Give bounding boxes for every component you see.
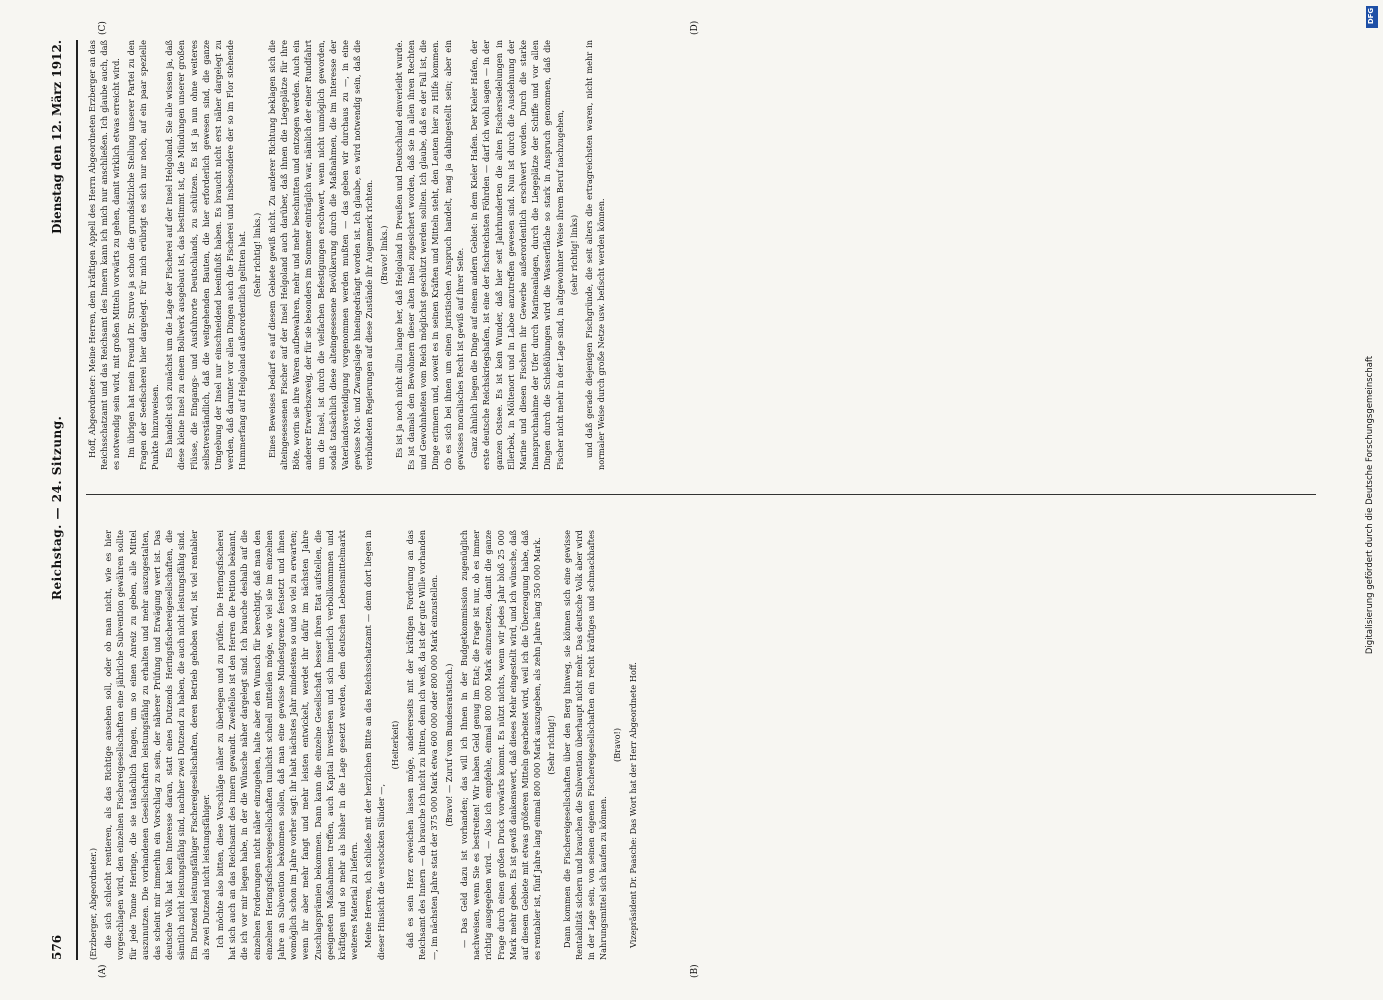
- interjection: (Bravo!): [612, 727, 623, 763]
- dfg-logo: DFG: [1366, 6, 1378, 28]
- interjection: (sehr richtig! links): [568, 214, 579, 296]
- page-number: 576: [50, 934, 64, 960]
- column-divider: [86, 494, 1316, 495]
- paragraph: Ganz ähnlich liegen die Dinge auf einem andern Gebiet: in dem Kieler Hafen. Der Kieler Hafen, der erste deutsche Reichskriegshafen, ist eine der fischreichsten Föhrden — darf ich wohl sagen — in der ganzen Ostsee. Es ist kein Wunder, daß hier seit Jahrhunderten die alten Fischersiedelungen in Ellerbek, in Möltenort und in Laboe anzutreffen gewesen sind. Nun ist durch die Ausdehnung der Marine und diesen Fischern ihr Gewerbe außerordentlich erschwert worden. Durch die starke Inanspruchnahme der Ufer durch Marineanlagen, durch die Liegeplätze der Schiffe und vor allen Dingen durch die Schießübungen wird die Wasserfläche so stark in Anspruch genommen, daß die Fischer nicht mehr in der Lage sind, in altgewohnter Weise ihrem Beruf nachzugehen,: [469, 40, 565, 470]
- speaker-continuation: (Erzberger, Abgeordneter.): [88, 847, 98, 960]
- paragraph: Vizepräsident Dr. Paasche: Das Wort hat der Herr Abgeordnete Hoff.: [627, 662, 638, 948]
- digitization-credit: Digitalisierung gefördert durch die Deutsche Forschungsgemeinschaft: [1365, 355, 1375, 655]
- session-date: Dienstag den 12. März 1912.: [50, 40, 64, 234]
- paragraph: Ich möchte also bitten, diese Vorschläge näher zu überlegen und zu prüfen. Die Heringsfischerei hat sich auch an das Reichsamt des Innern gewandt. Zweifellos ist den Herren die Petition bekannt, die ich vor mir liegen habe, in der die Wünsche näher dargelegt sind. Ich brauche deshalb auf die einzelnen Forderungen nicht näher einzugehen, halte aber den Wunsch für berechtigt, daß man den einzelnen Heringsfischereigesellschaften tunlichst schnell mitteilen möge, wie viel sie im einzelnen Jahre an Subvention bekommen sollen, daß man eine gewisse Mindestgrenze festsetzt und ihnen womöglich schon im Jahre vorher sagt: ihr habt nächstes Jahr mindestens so und so viel zu erwarten; wenn ihr aber mehr fangt und mehr leisten entwickelt, werdet ihr dafür im nächsten Jahre Zuschlagsprämien bekommen. Dann kann die einzelne Gesellschaft besser ihren Etat aufstellen, die geeigneten Maßnahmen treffen, auch Kapital investieren und sich innerlich verbollkommnen und kräftigen und so mehr als bisher in die Lage gesetzt werden, dem deutschen Lebensmittelmarkt weiteres Material zu liefern.: [215, 530, 360, 960]
- header-rule: [76, 40, 78, 960]
- paragraph: Hoff, Abgeordneter: Meine Herren, dem kräftigen Appell des Herrn Abgeordneten Erzberger an das Reichsschatzamt und das Reichsamt des Innern kann ich mich nur anschließen. Ich glaube auch, daß es notwendig sein wird, mit großen Mitteln vorwärts zu gehen, damit wirklich etwas erreicht wird.: [87, 40, 122, 470]
- margin-marker-d: (D): [690, 20, 700, 35]
- interjection: (Bravo! links.): [378, 225, 389, 285]
- paragraph: — Das Geld dazu ist vorhanden; das will ich Ihnen in der Budgetkommission zugenüglich nachweisen, wenn Sie es bestreiten! Wir haben Geld genug im Etat; die Frage ist nur, ob es immer richtig ausgegeben wird. — Also ich empfehle, einmal 800 000 Mark einzusetzen, damit die ganze Frage durch einen großen Druck vorwärts kommt. Es nützt nichts, wenn wir jedes Jahr bloß 25 000 Mark mehr geben. Es ist gewiß dankenswert, daß dieses Mehr eingestellt wird, und ich wünsche, daß auf diesem Gebiete mit etwas größeren Mitteln gearbeitet wird, weil ich die Überzeugung habe, daß es rentabler ist, fünf Jahre lang einmal 800 000 Mark auszugeben, als zehn Jahre lang 350 000 Mark.: [458, 530, 543, 960]
- paragraph: Es ist ja noch nicht allzu lange her, daß Helgoland in Preußen und Deutschland einverleibt wurde. Es ist damals den Bewohnern dieser alten Insel zugesichert worden, daß sie in allen ihren Rechten und Gewohnheiten vom Reich möglichst geschützt werden sollten. Ich glaube, daß es der Fall ist, die Dinge erinnern und, soweit es in seinen Kräften und Mitteln steht, den Leuten hier zu Hilfe kommen. Ob es sich bei ihnen um einen juristischen Anspruch handelt, mag ja dahingestellt sein; aber ein gewisses moralisches Recht ist gewiß auf ihrer Seite.: [393, 40, 465, 470]
- paragraph: und daß gerade diejenigen Fischgründe, die seit alters die ertragreichsten waren, nicht mehr in normaler Weise durch große Netze usw. befischt werden können.: [583, 40, 607, 470]
- paragraph: Eines Beweises bedarf es auf diesem Gebiete gewiß nicht. Zu anderer Richtung beklagen sich die alteingesessenen Fischer auf der Insel Helgoland auch darüber, daß ihnen die Liegeplätze für ihre Böte, worin sie ihre Waren aufbewahren, mehr und mehr beschnitten und entzogen werden. Auch ein anderer Erwerbszweig, der für sie besonders im Sommer einträglich war, nämlich der einer Rundfahrt um die Insel, ist durch die vielfachen Befestigungen erschwert, wenn nicht unmöglich geworden, sodaß tatsächlich diese alteingesessene Bevölkerung durch die Maßnahmen, die im Interesse der Vaterlandsverteidigung vorgenommen werden mußten — das geben wir durchaus zu —, in eine gewisse Not- und Zwangslage hineingedrängt worden ist. Ich glaube, es wird notwendig sein, daß die verbündeten Regierungen auf diese Zustände ihr Augenmerk richten.: [266, 40, 375, 470]
- margin-marker-b: (B): [690, 964, 700, 978]
- margin-marker-a: (A): [98, 964, 108, 978]
- right-column: [86, 40, 1316, 470]
- left-column: [86, 530, 1316, 960]
- interjection: (Bravo! — Zuruf vom Bundesratstisch.): [443, 663, 454, 827]
- paragraph: Dann kommen die Fischereigesellschaften über den Berg hinweg, sie können sich eine gewisse Rentabilität sichern und brauchen die Subvention überhaupt nicht mehr. Das deutsche Volk aber wird in der Lage sein, von seinen eigenen Fischereigesellschaften ein recht kräftiges und schmackhaftes Nahrungsmittel sich kaufen zu können.: [561, 530, 609, 960]
- page-header: [50, 40, 72, 960]
- session-title: Reichstag. — 24. Sitzung.: [50, 415, 64, 600]
- interjection: (Heiterkeit): [389, 720, 400, 770]
- interjection: (Sehr richtig! links.): [251, 212, 262, 298]
- paragraph: Es handelt sich zunächst um die Lage der Fischerei auf der Insel Helgoland. Sie alle wissen ja, daß diese kleine Insel zu einem Bollwerk ausgebaut ist, das bestimmt ist, die Mündungen unserer großen Flüsse, die Eingangs- und Ausfuhrorte Deutschlands, zu schützen. Es ist ja nun ohne weiteres selbstverständlich, daß die weitgehenden Bauten, die hier erforderlich gewesen sind, die ganze Umgebung der Insel nur einschneidend beeinflußt haben. Es braucht nicht erst näher dargelegt zu werden, daß darunter vor allen Dingen auch die Fischerei und insbesondere der so im Flor stehende Hummerfang auf Helgoland außerordentlich gelitten hat.: [164, 40, 248, 470]
- paragraph: Meine Herren, ich schließe mit der herzlichen Bitte an das Reichsschatzamt — denn dort liegen in dieser Hinsicht die verstockten Sünder —,: [363, 530, 386, 960]
- margin-marker-c: (C): [98, 21, 108, 35]
- interjection: (Sehr richtig!): [546, 715, 557, 775]
- paragraph: die sich schlecht rentieren, als das Richtige ansehen soll, oder ob man nicht, wie es hier vorgeschlagen wird, den einzelnen Fischereigesellschaften eine jährliche Subvention gewähren sollte für jede Tonne Heringe, die sie tatsächlich fangen, um so einen Anreiz zu geben, alle Mittel auszunutzen. Die vorhandenen Gesellschaften leistungsfähig zu erhalten und mehr auszugestalten, das scheint mir immerhin ein Vorschlag zu sein, der näherer Prüfung und Erwägung wert ist. Das deutsche Volk hat kein Interesse daran, statt eines Dutzends Heringsfischereigesellschaften, die sämtlich nicht leistungsfähig sind, nachher zwei Dutzend zu haben, die auch nicht leistungsfähig sind. Ein Dutzend leistungsfähiger Fischereigesellschaften, deren Betrieb gehoben wird, ist viel rentabler als zwei Dutzend nicht leistungsfähiger.: [103, 530, 211, 960]
- paragraph: daß es sein Herz erweichen lassen möge, andererseits mit der kräftigen Forderung an das Reichsamt des Innern — da brauche ich nicht zu bitten, denn ich weiß, da ist der gute Wille vorhanden —, im nächsten Jahre statt der 375 000 Mark etwa 600 000 oder 800 000 Mark einzustellen.: [405, 530, 440, 960]
- paragraph: Im übrigen hat mein Freund Dr. Struve ja schon die grundsätzliche Stellung unserer Partei zu den Fragen der Seefischerei hier dargelegt. Für mich erübrigt es sich nur noch, auf ein paar spezielle Punkte hinzuweisen.: [125, 40, 161, 470]
